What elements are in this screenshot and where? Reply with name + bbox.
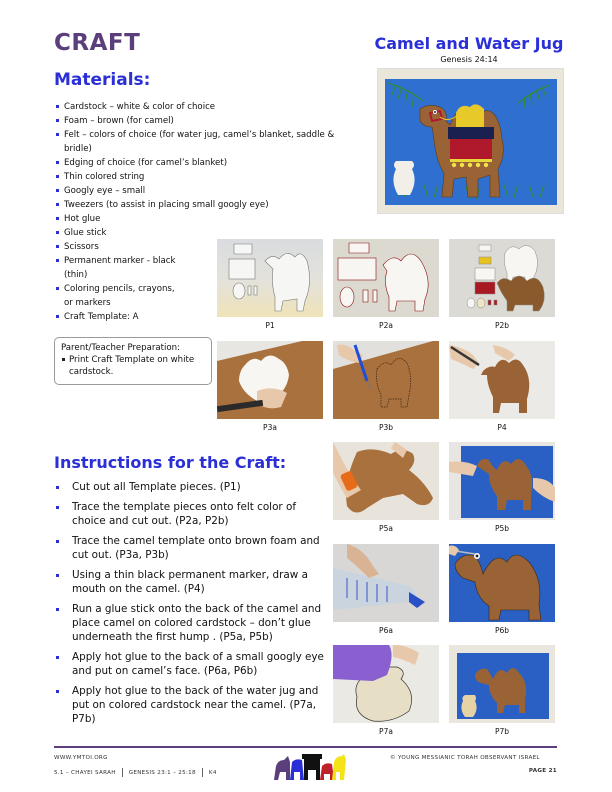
footer-lesson-info [54,768,217,777]
photo-p5b [449,442,555,520]
bullet-icon [56,203,59,206]
photo-p2b [449,239,555,317]
bullet-icon [56,690,59,693]
caption-p7b: P7b [494,727,510,736]
bullet-icon [56,486,59,489]
section-title: CRAFT [54,30,141,56]
caption-p7a: P7a [379,727,393,736]
photo-p7a [333,645,439,723]
bullet-icon [56,161,59,164]
bullet-icon [56,315,59,318]
preparation-item: Print Craft Template on white cardstock. [61,354,205,378]
preparation-heading: Parent/Teacher Preparation: [61,343,181,353]
photo-p5a [333,442,439,520]
bullet-icon [56,133,59,136]
bullet-icon [56,189,59,192]
photo-p6b [449,544,555,622]
photo-p2a [333,239,439,317]
bullet-icon [56,105,59,108]
material-item: Scissors [56,240,366,254]
bullet-icon [56,540,59,543]
footer-lesson: 5.1 – CHAYEI SARAH [54,770,116,776]
instructions-list [56,480,328,732]
material-item: Permanent marker - black (thin) [56,254,186,282]
photo-p7b [449,645,555,723]
project-title: Camel and Water Jug [374,34,564,53]
material-item: Edging of choice (for camel’s blanket) [56,156,366,170]
material-item: Googly eye – small [56,184,366,198]
bullet-icon [56,574,59,577]
bullet-icon [56,175,59,178]
material-item: Cardstock – white & color of choice [56,100,366,114]
bullet-icon [56,608,59,611]
footer-copyright: © YOUNG MESSIANIC TORAH OBSERVANT ISRAEL [390,755,540,761]
materials-heading: Materials: [54,70,151,90]
footer-website: WWW.YMTOI.ORG [54,755,108,761]
instruction-step: Apply hot glue to the back of the water jug and put on colored cardstock near the camel. (P7a, P7b) [56,684,328,726]
material-item: Tweezers (to assist in placing small googly eye) [56,198,366,212]
instruction-step: Trace the template pieces onto felt color of choice and cut out. (P2a, P2b) [56,500,328,528]
caption-p6a: P6a [379,626,393,635]
photo-p6a [333,544,439,622]
caption-p1: P1 [265,321,275,330]
bullet-icon [56,217,59,220]
caption-p6b: P6b [494,626,510,635]
bullet-icon [62,358,65,361]
photo-p3a [217,341,323,419]
material-item: Hot glue [56,212,366,226]
material-item: Felt – colors of choice (for water jug, camel’s blanket, saddle & bridle) [56,128,362,156]
finished-craft-photo [377,68,564,214]
instruction-step: Trace the camel template onto brown foam and cut out. (P3a, P3b) [56,534,328,562]
bullet-icon [56,231,59,234]
footer-separator [202,768,203,777]
footer-passage: GENESIS 23:1 – 25:18 [128,770,196,776]
ymtoi-logo-icon [270,752,350,782]
scripture-reference: Genesis 24:14 [440,55,498,64]
caption-p4: P4 [497,423,507,432]
material-item: Glue stick [56,226,366,240]
footer-divider [54,746,557,748]
bullet-icon [56,119,59,122]
material-item: Foam – brown (for camel) [56,114,366,128]
caption-p3b: P3b [378,423,394,432]
photo-p3b [333,341,439,419]
caption-p5b: P5b [494,524,510,533]
instruction-step: Using a thin black permanent marker, draw a mouth on the camel. (P4) [56,568,328,596]
material-item: Thin colored string [56,170,366,184]
photo-p1 [217,239,323,317]
instructions-heading: Instructions for the Craft: [54,453,287,472]
caption-p2b: P2b [494,321,510,330]
footer-separator [122,768,123,777]
instruction-step: Run a glue stick onto the back of the camel and place camel on colored cardstock – don’t glue underneath the first hump . (P5a, P5b) [56,602,328,644]
bullet-icon [56,245,59,248]
photo-p4 [449,341,555,419]
material-item: Craft Template: A [56,310,186,324]
caption-p2a: P2a [379,321,393,330]
instruction-step: Cut out all Template pieces. (P1) [56,480,328,494]
bullet-icon [56,259,59,262]
material-item: Coloring pencils, crayons, or markers [56,282,186,310]
footer-page-number: PAGE 21 [528,768,557,774]
caption-p3a: P3a [263,423,277,432]
preparation-box [54,337,212,385]
footer-level: K4 [208,770,217,776]
instruction-step: Apply hot glue to the back of a small googly eye and put on camel’s face. (P6a, P6b) [56,650,328,678]
bullet-icon [56,656,59,659]
bullet-icon [56,287,59,290]
bullet-icon [56,506,59,509]
caption-p5a: P5a [379,524,393,533]
